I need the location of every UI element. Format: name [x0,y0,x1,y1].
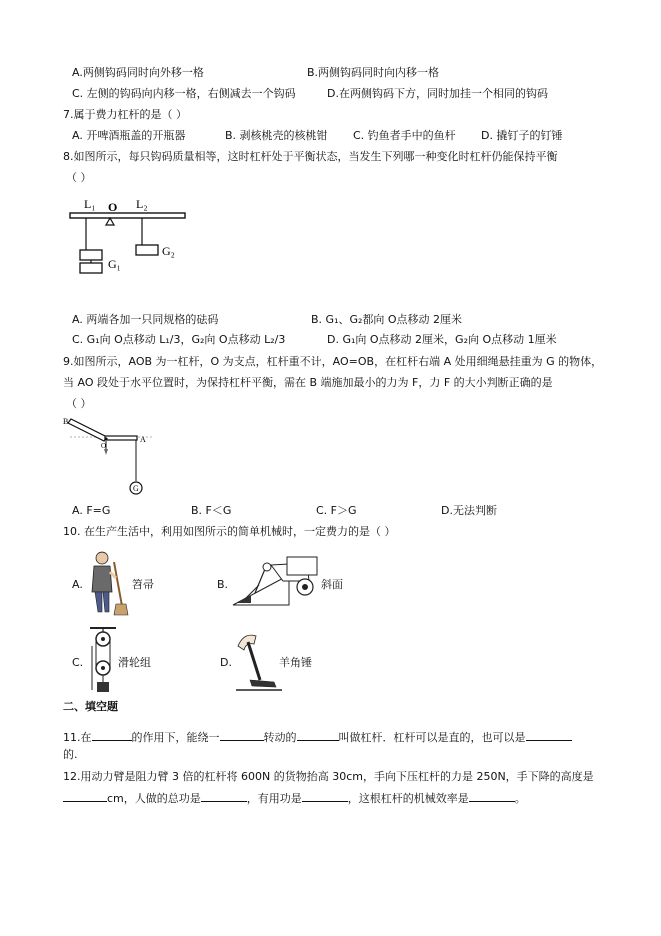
q12-blank-2[interactable] [201,791,247,802]
angled-lever-figure [62,415,157,500]
q9-option-d: D.无法判断 [441,504,497,517]
lever-balance-figure [66,195,191,280]
q9-stem-line1: 9.如图所示，AOB 为一杠杆，O 为支点，杠杆重不计，AO=OB，在杠杆右端 A 处用细绳悬挂重为 G 的物体， [63,355,603,368]
label-l1: L₁ [84,197,96,211]
q12-part-1: cm，人做的总功是 [107,792,201,805]
q11-blank-3[interactable] [297,730,339,741]
q9-option-a: A. F=G [72,504,111,517]
q9-stem-line2: 当 AO 段处于水平位置时，为保持杠杆平衡，需在 B 端施加最小的力为 F，力 F 的大小判断正确的是 [63,376,553,389]
label-a: A [140,435,146,444]
q11-part-3: 转动的 [263,731,297,744]
q10-c-label: 滑轮组 [118,656,151,669]
q10-a-letter: A. [72,578,83,591]
q12-part-4: 。 [514,792,526,805]
label-b: B [63,417,69,426]
label-l2: L₂ [136,197,148,211]
q12-part-3: ，这根杠杆的机械效率是 [347,792,469,805]
q7-option-a: A. 开啤酒瓶盖的开瓶器 [72,129,186,142]
q6-option-a: A.两侧钩码同时向外移一格 [72,66,204,79]
q11-blank-1[interactable] [92,730,132,741]
q12-blank-1[interactable] [63,791,107,802]
q7-option-b: B. 剥核桃壳的核桃钳 [225,129,328,142]
q11-blank-4[interactable] [526,730,572,741]
q12-line1: 12.用动力臂是阻力臂 3 倍的杠杆将 600N 的货物抬高 30cm，手向下压杠杆的力是 250N，手下降的高度是 [63,770,594,783]
claw-hammer-icon [234,630,284,694]
label-o: O [108,200,118,214]
q9-paren: （ ） [66,397,92,410]
q11-line1 [63,730,572,745]
q11-part-5: 的. [63,748,78,761]
pulley-block-icon [88,626,118,696]
q8-option-c: C. G₁向 O点移动 L₁/3，G₂向 O点移动 L₂/3 [72,333,286,346]
q10-b-letter: B. [217,578,229,591]
q11-blank-2[interactable] [220,730,264,741]
q10-d-label: 羊角锤 [279,656,312,669]
q10-stem: 10. 在生产生活中，利用如图所示的简单机械时，一定费力的是（ ） [63,525,396,538]
q12-line2 [63,791,526,806]
q7-stem: 7.属于费力杠杆的是（ ） [63,108,187,121]
incline-ramp-icon [231,555,323,607]
q8-option-a: A. 两端各加一只同规格的砝码 [72,313,219,326]
q9-option-c: C. F＞G [316,504,357,517]
q12-blank-3[interactable] [302,791,348,802]
q6-option-b: B.两侧钩码同时向内移一格 [307,66,440,79]
q7-option-c: C. 钓鱼者手中的鱼杆 [353,129,456,142]
q8-option-d: D. G₁向 O点移动 2厘米，G₂向 O点移动 1厘米 [327,333,557,346]
q8-paren: （ ） [66,171,92,184]
q10-d-letter: D. [220,656,232,669]
q11-part-2: 的作用下，能绕一 [131,731,220,744]
q10-b-label: 斜面 [321,578,343,591]
q8-stem: 8.如图所示，每只钩码质量相等，这时杠杆处于平衡状态，当发生下列哪一种变化时杠杆仍能保持平衡 [63,150,558,163]
q12-blank-4[interactable] [469,791,515,802]
q7-option-d: D. 撬钉子的钉锤 [481,129,563,142]
label-g: G [133,484,139,493]
label-g1: G₁ [108,257,121,271]
section-title-fill-in: 二、填空题 [63,700,118,713]
broom-sweeper-icon [86,548,128,616]
q6-option-c: C. 左侧的钩码向内移一格，右侧减去一个钩码 [72,87,296,100]
label-g2: G₂ [162,244,175,258]
q11-part-1: 11.在 [63,731,92,744]
q10-c-letter: C. [72,656,84,669]
q10-a-label: 笤帚 [132,578,154,591]
q12-part-2: ，有用功是 [246,792,302,805]
q8-option-b: B. G₁、G₂都向 O点移动 2厘米 [311,313,463,326]
q9-option-b: B. F＜G [191,504,232,517]
q6-option-d: D.在两侧钩码下方，同时加挂一个相同的钩码 [327,87,548,100]
q11-part-4: 叫做杠杆．杠杆可以是直的，也可以是 [338,731,526,744]
label-o: O [101,442,107,450]
